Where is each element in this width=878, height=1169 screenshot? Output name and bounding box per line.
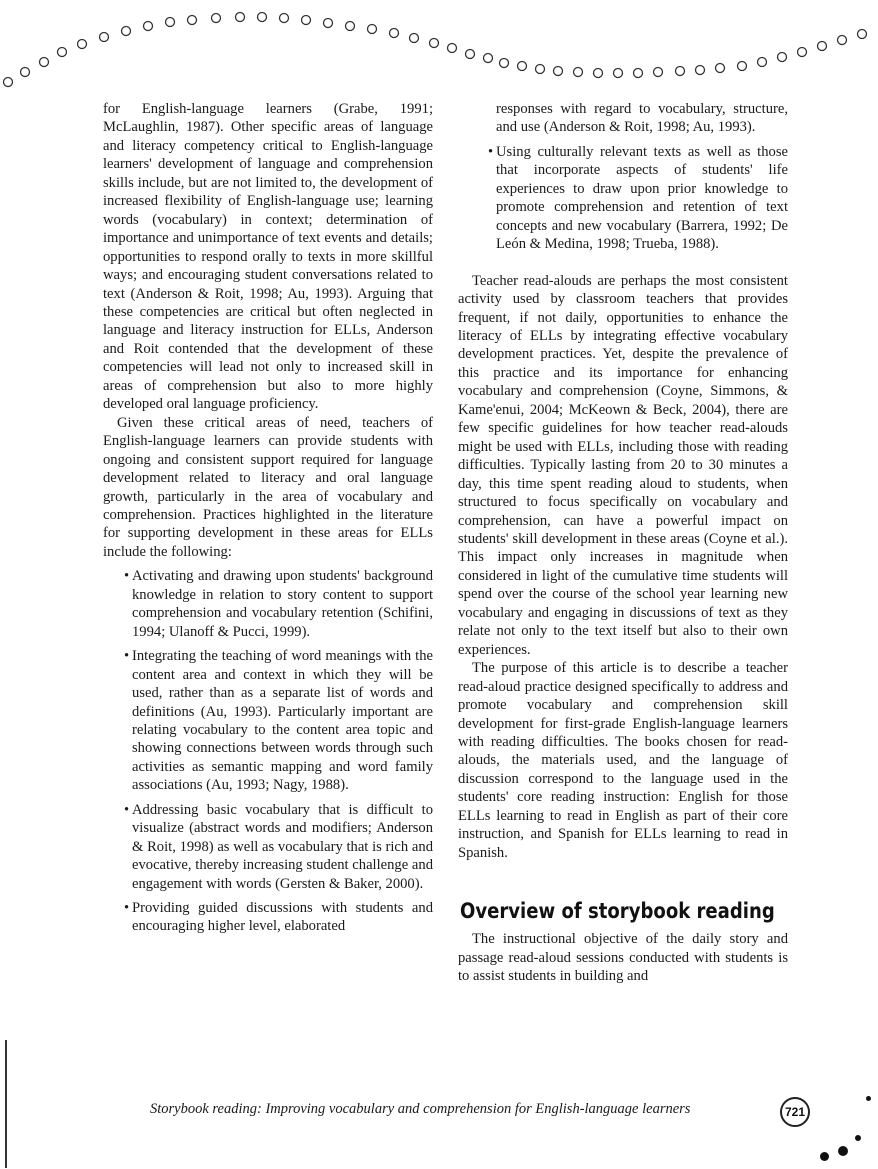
list-item — [124, 899, 433, 936]
decorative-circle — [466, 50, 475, 59]
decorative-circle — [634, 69, 643, 78]
decorative-dot — [838, 1146, 848, 1156]
decorative-circle — [858, 30, 867, 39]
decorative-circle — [554, 67, 563, 76]
paragraph: The purpose of this article is to describe a teacher read-aloud practice designed specifically to address and promote vocabulary and comprehension skill development for first-grade English-language learners with reading difficulties. The books chosen for read-alouds, the materials used, and the language of discussion correspond to the language used in the students' core reading instruction: English for those ELLs learning to read in English as part of their core instruction, and Spanish for ELLs learning to read in Spanish. — [458, 660, 788, 861]
decorative-circle — [166, 18, 175, 27]
list-item — [124, 647, 433, 795]
bullet-icon: • — [124, 648, 130, 665]
decorative-circle — [818, 42, 827, 51]
paragraph: for English-language learners (Grabe, 1991; McLaughlin, 1987). Other specific areas of language and literacy competency critical to English-language learners' development of language and comprehension skills include, but are not limited to, the development of increased flexibility of English-language use; learning words (vocabulary) in context; determination of importance and unimportance of text events and details; opportunities to respond orally to texts in more skillful ways; and encouraging student conversations related to text (Anderson & Roit, 1998; Au, 1993). Arguing that these competencies are critical but often neglected in language and literacy instruction for ELLs, Anderson and Roit contended that the development of these competencies will lead not only to increased skill in areas of comprehension but also to more highly developed oral language proficiency. — [103, 101, 433, 413]
margin-rule — [5, 1040, 7, 1168]
left-column — [103, 100, 433, 942]
decorative-circle — [696, 66, 705, 75]
decorative-circle — [676, 67, 685, 76]
list-item — [124, 801, 433, 893]
list-item — [488, 143, 788, 254]
decorative-circle — [716, 64, 725, 73]
list-item-text: Providing guided discussions with students and encouraging higher level, elaborated — [132, 900, 433, 935]
decorative-circle — [122, 27, 131, 36]
decorative-circle — [410, 34, 419, 43]
decorative-circle — [324, 19, 333, 28]
decorative-circle — [738, 62, 747, 71]
list-item-text: Using culturally relevant texts as well as those that incorporate aspects of students' life experiences to draw upon prior knowledge to promote comprehension and retention of text concepts and new vocabulary (Barrera, 1992; De León & Medina, 1998; Trueba, 1988). — [496, 143, 788, 253]
decorative-circle — [302, 16, 311, 25]
decorative-dot — [866, 1096, 871, 1101]
decorative-circle — [144, 22, 153, 31]
decorative-circle — [838, 36, 847, 45]
decorative-circle — [448, 44, 457, 53]
bullet-icon: • — [124, 568, 130, 585]
decorative-circle — [4, 78, 13, 87]
decorative-circle — [368, 25, 377, 34]
decorative-circle — [188, 16, 197, 25]
decorative-circle — [614, 69, 623, 78]
decorative-circle — [100, 33, 109, 42]
decorative-circle — [518, 62, 527, 71]
decorative-circle — [40, 58, 49, 67]
paragraph: Teacher read-alouds are perhaps the most consistent activity used by classroom teachers that provides frequent, if not daily, opportunities to enhance the literacy of ELLs by integrating effective vocabulary development practices. Yet, despite the prevalence of this practice and its importance for enhancing vocabulary and comprehension (Coyne, Simmons, & Kame'enui, 2004; McKeown & Beck, 2004), there are few specific guidelines for how teacher read-alouds might be used with ELLs, including those with reading difficulties. Typically lasting from 20 to 30 minutes a day, this time spent reading aloud to students, when structured to focus specifically on vocabulary and comprehension, can have a powerful impact on students' skill development in these areas (Coyne et al.). This impact only increases in magnitude when considered in light of the cumulative time students will spend over the course of the school year learning new vocabulary and engaging in discussions of text as they relate not only to the text itself but also to their own experiences. — [458, 272, 788, 658]
bullet-icon: • — [124, 801, 130, 818]
paragraph: Given these critical areas of need, teachers of English-language learners can provide students with ongoing and consistent support required for language development related to literacy and oral language growth, particularly in the area of vocabulary and comprehension. Practices highlighted in the literature for supporting development in these areas for ELLs include the following: — [103, 414, 433, 560]
list-item-text: Activating and drawing upon students' background knowledge in relation to story content to support comprehension and vocabulary retention (Schifini, 1994; Ulanoff & Pucci, 1999). — [132, 568, 433, 640]
decorative-circle — [58, 48, 67, 57]
list-item-text: Addressing basic vocabulary that is difficult to visualize (abstract words and modifiers; Anderson & Roit, 1998) as well as vocabulary that is rich and evocative, thereby increasing student challenge and engagement with words (Gersten & Baker, 2000). — [132, 801, 433, 892]
decorative-circle — [574, 68, 583, 77]
decorative-circle — [430, 39, 439, 48]
bullet-icon: • — [488, 143, 494, 160]
decorative-circle — [798, 48, 807, 57]
running-footer: Storybook reading: Improving vocabulary and comprehension for English-language learners — [150, 1101, 691, 1117]
list-item — [124, 567, 433, 641]
list-item-continuation — [496, 100, 788, 137]
decorative-circle — [536, 65, 545, 74]
decorative-circle — [280, 14, 289, 23]
decorative-circle — [346, 22, 355, 31]
list-item-text: Integrating the teaching of word meanings with the content area and context in which they will be used, rather than as a separate list of words and definitions (Au, 1993). Particularly important are relating vocabulary to the content area topic and showing connections between words through such activities as semantic mapping and word family associations (Au, 1993; Nagy, 1988). — [132, 648, 433, 794]
list-item-text: responses with regard to vocabulary, structure, and use (Anderson & Roit, 1998; Au, 1993). — [496, 101, 788, 136]
bullet-list — [103, 567, 433, 936]
decorative-circle — [654, 68, 663, 77]
decorative-circle — [236, 13, 245, 22]
paragraph: The instructional objective of the daily story and passage read-aloud sessions conducted with students is to assist students in building and — [458, 931, 788, 985]
decorative-circle — [390, 29, 399, 38]
decorative-circle — [500, 59, 509, 68]
section-heading: Overview of storybook reading — [460, 899, 775, 924]
bullet-icon: • — [124, 900, 130, 917]
page-number: 721 — [780, 1097, 810, 1127]
decorative-circle — [778, 53, 787, 62]
decorative-circle — [78, 40, 87, 49]
decorative-dot — [820, 1152, 829, 1161]
right-column — [458, 100, 788, 985]
decorative-circle — [594, 69, 603, 78]
decorative-circle — [258, 13, 267, 22]
decorative-circle — [758, 58, 767, 67]
decorative-circle — [21, 68, 30, 77]
decorative-circle — [212, 14, 221, 23]
decorative-dot — [855, 1135, 861, 1141]
decorative-circle-border — [0, 0, 878, 110]
decorative-circle — [484, 54, 493, 63]
bullet-list — [458, 100, 788, 254]
